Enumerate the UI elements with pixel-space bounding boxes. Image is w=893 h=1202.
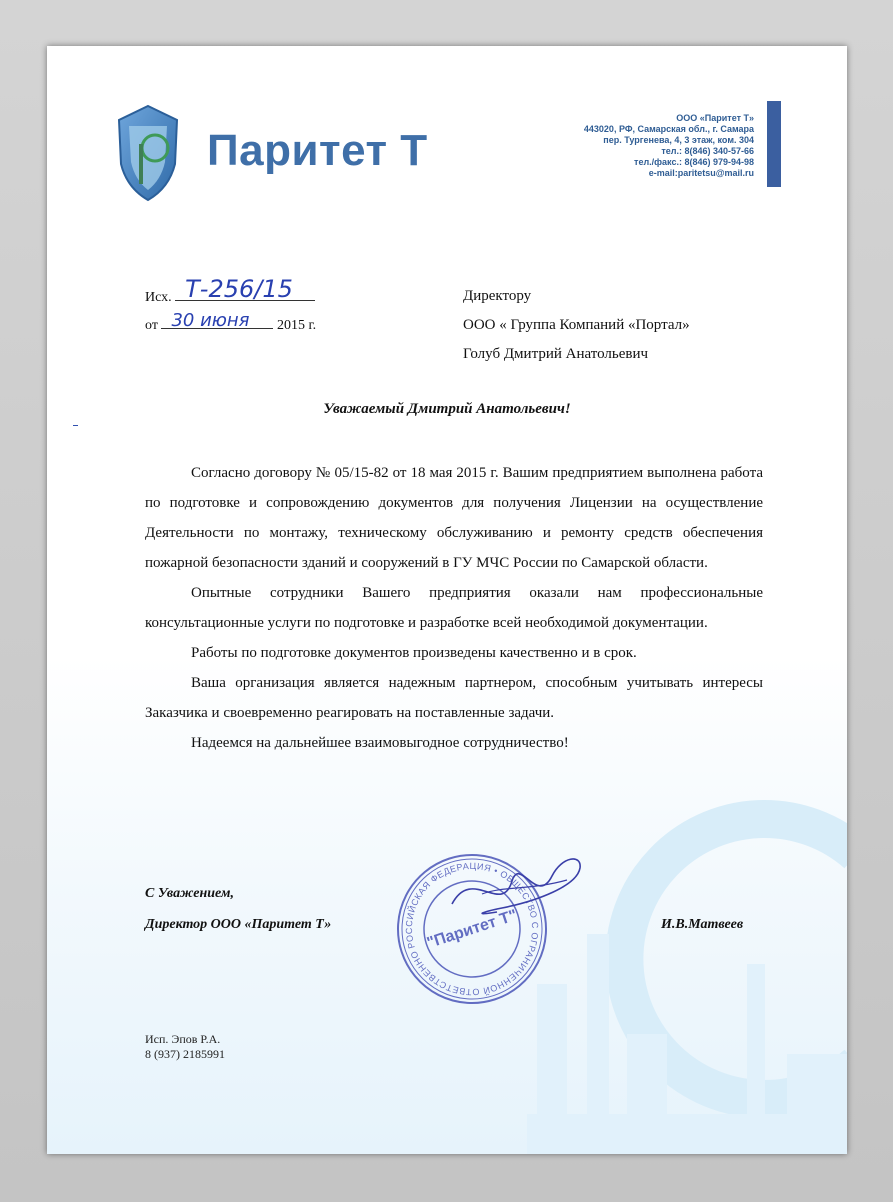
paragraph: Ваша организация является надежным партнером, способным учитывать интересы Заказчика и своевременно реагировать на поставленные задачи.: [145, 675, 763, 721]
signature-title: Директор ООО «Паритет Т»: [145, 917, 332, 932]
executor-block: [145, 1032, 225, 1062]
contact-line: пер. Тургенева, 4, 3 этаж, ком. 304: [603, 135, 754, 145]
company-contacts: [517, 113, 754, 179]
city-watermark-icon: [527, 734, 847, 1154]
outgoing-number-label: Исх.: [145, 290, 172, 305]
contact-line: e-mail:paritetsu@mail.ru: [648, 168, 754, 178]
company-logo-text: Паритет Т: [207, 126, 428, 175]
header-accent-bar: [767, 101, 781, 187]
addressee-company: ООО « Группа Компаний «Портал»: [463, 317, 690, 333]
outgoing-date: [145, 310, 317, 334]
signature-name: И.В.Матвеев: [661, 917, 744, 932]
stamp-center-text: "Паритет Т": [424, 906, 520, 953]
paragraph: Надеемся на дальнейшее взаимовыгодное сотрудничество!: [191, 735, 569, 751]
addressee-name: Голуб Дмитрий Анатольевич: [463, 346, 649, 362]
paragraph: Опытные сотрудники Вашего предприятия оказали нам профессиональные консультационные услуги по подготовке и разработке всей необходимой документации.: [145, 585, 763, 631]
contact-line: тел.: 8(846) 340-57-66: [661, 146, 754, 156]
executor-phone: 8 (937) 2185991: [145, 1047, 225, 1061]
addressee-block: [463, 282, 690, 369]
contact-line: ООО «Паритет Т»: [676, 113, 754, 123]
contact-line: 443020, РФ, Самарская обл., г. Самара: [583, 124, 754, 134]
shield-logo-icon: [117, 104, 179, 202]
executor-name: Исп. Эпов Р.А.: [145, 1032, 221, 1046]
paragraph: Работы по подготовке документов произведены качественно и в срок.: [191, 645, 637, 661]
letter-page: [47, 46, 847, 1154]
stamp-ring-text: РОССИЙСКАЯ ФЕДЕРАЦИЯ • ОБЩЕСТВО С ОГРАНИЧЕННОЙ ОТВЕТСТВЕННОСТЬЮ: [403, 860, 541, 998]
outgoing-number-value: Т-256/15: [185, 275, 293, 303]
salutation: Уважаемый Дмитрий Анатольевич!: [323, 401, 571, 417]
date-suffix: 2015 г.: [276, 318, 317, 333]
addressee-position: Директору: [463, 288, 532, 304]
date-value: 30 июня: [171, 310, 250, 331]
handwritten-signature: [442, 846, 592, 926]
outgoing-number: [145, 275, 315, 306]
contact-line: тел./факс.: 8(846) 979-94-98: [634, 157, 754, 167]
paragraph: Согласно договору № 05/15-82 от 18 мая 2015 г. Вашим предприятием выполнена работа по подготовке и сопровождению документов для получения Лицензии на осуществление Деятельности по монтажу, техническому обслуживанию и ремонту средств обеспечения пожарной безопасности зданий и сооружений в ГУ МЧС России по Самарской области.: [145, 465, 763, 571]
margin-mark: [73, 425, 78, 426]
date-prefix: от: [145, 318, 158, 333]
signature-closing: С Уважением,: [145, 886, 234, 901]
letter-body: [145, 458, 763, 758]
